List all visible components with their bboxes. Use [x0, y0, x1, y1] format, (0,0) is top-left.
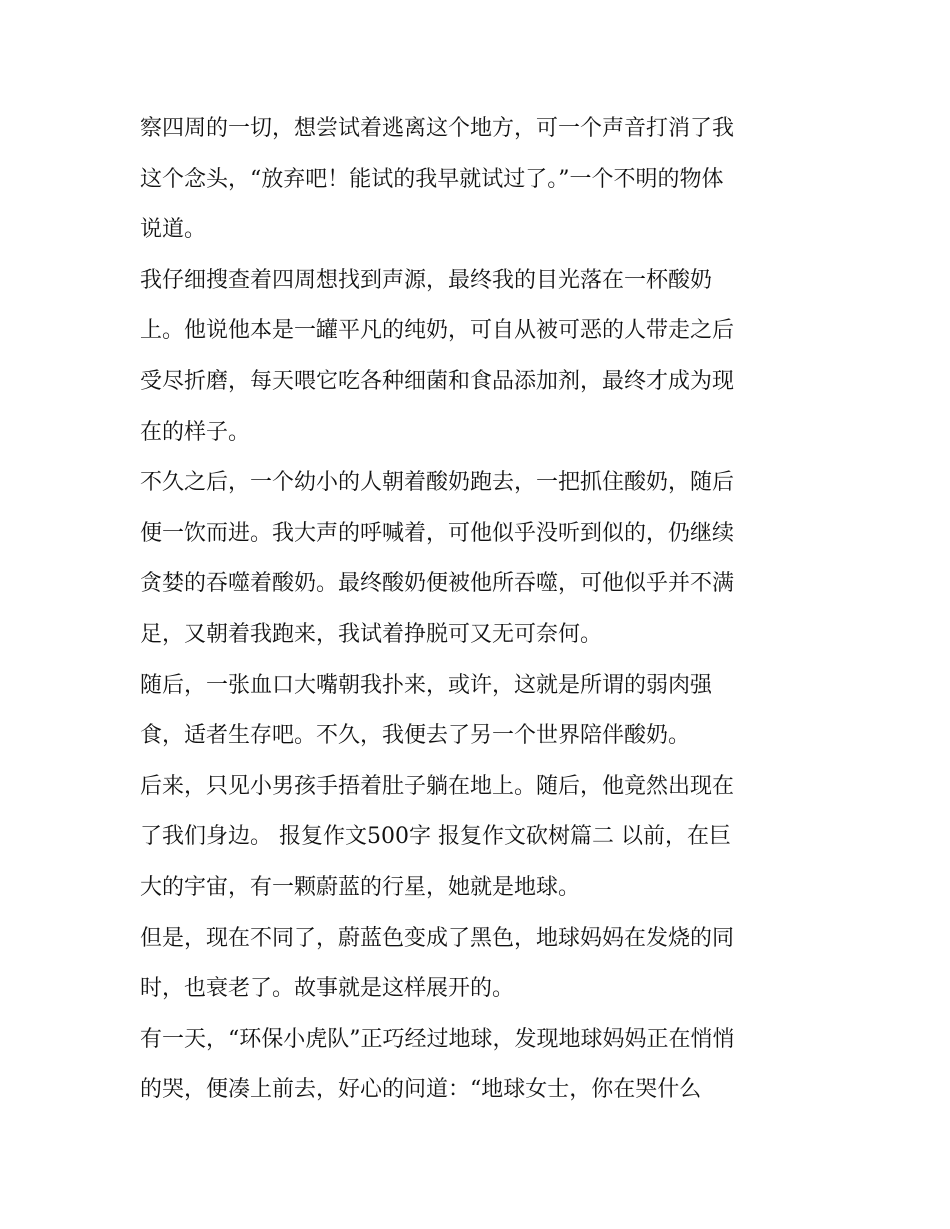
text-line: 食，适者生存吧。不久，我便去了另一个世界陪伴酸奶。 — [140, 723, 691, 749]
text-line: 了我们身边。 报复作文500字 报复作文砍树篇二 以前，在巨 — [140, 824, 731, 850]
body-text — [140, 104, 820, 1116]
text-line: 但是，现在不同了，蔚蓝色变成了黑色，地球妈妈在发烧的同 — [140, 925, 735, 951]
text-line: 受尽折磨，每天喂它吃各种细菌和食品添加剂，最终才成为现 — [140, 368, 735, 394]
text-line: 随后，一张血口大嘴朝我扑来，或许，这就是所谓的弱肉强 — [140, 672, 713, 698]
text-line: 说道。 — [140, 217, 207, 243]
text-line: 不久之后，一个幼小的人朝着酸奶跑去，一把抓住酸奶，随后 — [140, 470, 735, 496]
text-line: 后来，只见小男孩手捂着肚子躺在地上。随后，他竟然出现在 — [140, 773, 735, 799]
text-line: 有一天，“环保小虎队”正巧经过地球，发现地球妈妈正在悄悄 — [140, 1026, 735, 1052]
text-line: 我仔细搜查着四周想找到声源，最终我的目光落在一杯酸奶 — [140, 267, 713, 293]
text-line: 时，也衰老了。故事就是这样展开的。 — [140, 976, 515, 1002]
text-line: 这个念头，“放弃吧！能试的我早就试过了。”一个不明的物体 — [140, 166, 724, 192]
text-line: 在的样子。 — [140, 419, 251, 445]
text-line: 便一饮而进。我大声的呼喊着，可他似乎没听到似的，仍继续 — [140, 520, 735, 546]
text-line: 上。他说他本是一罐平凡的纯奶，可自从被可恶的人带走之后 — [140, 318, 735, 344]
text-line: 察四周的一切，想尝试着逃离这个地方，可一个声音打消了我 — [140, 116, 735, 141]
text-line: 的哭，便凑上前去，好心的问道：“地球女士，你在哭什么 — [140, 1077, 702, 1103]
text-line: 大的宇宙，有一颗蔚蓝的行星，她就是地球。 — [140, 874, 581, 900]
text-line: 贪婪的吞噬着酸奶。最终酸奶便被他所吞噬，可他似乎并不满 — [140, 571, 735, 597]
text-line: 足，又朝着我跑来，我试着挣脱可又无可奈何。 — [140, 621, 603, 647]
